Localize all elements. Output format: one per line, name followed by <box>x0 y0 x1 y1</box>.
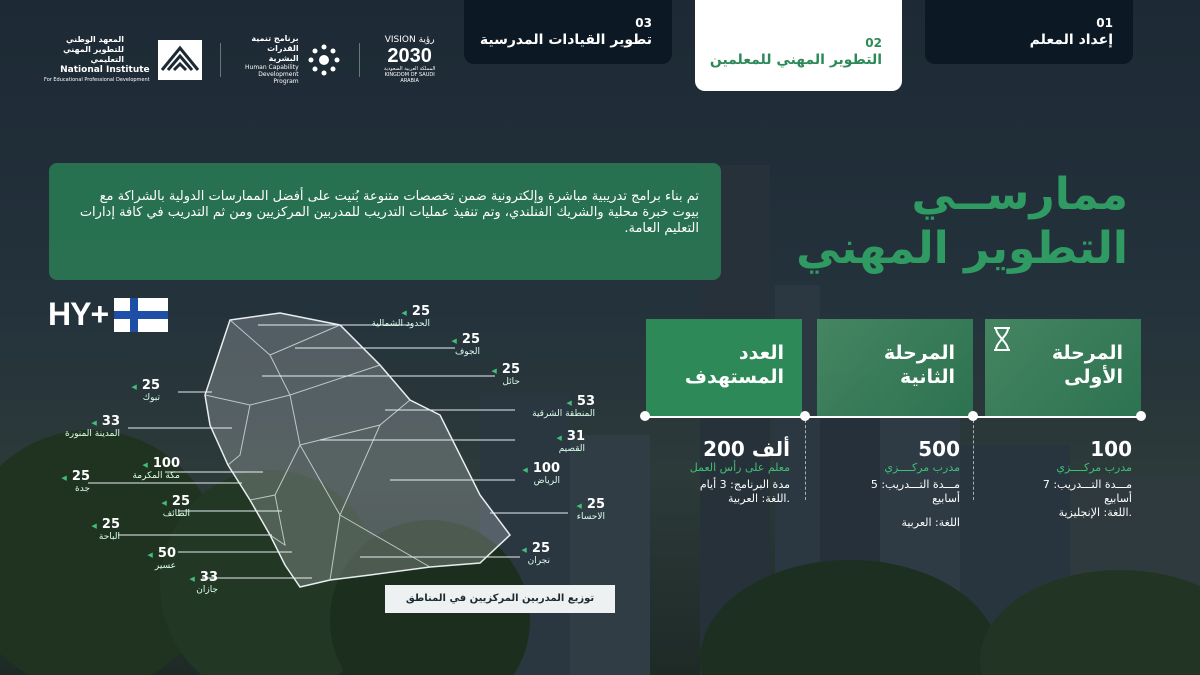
tab-number: 03 <box>635 16 652 30</box>
title-line-2: التطوير المهني <box>796 223 1128 274</box>
tab-label: تطوير القيادات المدرسية <box>479 32 652 48</box>
region-jeddah: ◀ 25 جدة <box>61 469 90 494</box>
arrow-icon: ◀ <box>576 502 582 510</box>
timeline-dot <box>1136 411 1146 421</box>
tab-label: إعداد المعلم <box>1029 32 1113 48</box>
region-taif: ◀ 25 الطائف <box>161 494 190 519</box>
hcdp-logo: برنامج تنمية القدرات البشرية Human Capability Development Program <box>239 34 341 85</box>
hourglass-icon <box>992 326 1012 352</box>
arrow-icon: ◀ <box>147 551 153 559</box>
arrow-icon: ◀ <box>451 337 457 345</box>
region-najran: ◀ 25 نجران <box>521 541 550 566</box>
region-tabuk: ◀ 25 تبوك <box>131 378 160 403</box>
stat-detail: مدة البرنامج: 3 أيام اللغة: العربية. <box>699 478 790 505</box>
phase-title: المرحلة الأولى <box>1051 342 1123 388</box>
stat-phase-one <box>1000 437 1132 520</box>
hy-logo-text: HY+ <box>48 296 109 332</box>
tab-number: 02 <box>865 36 882 50</box>
tab-label: التطوير المهني للمعلمين <box>709 52 882 68</box>
region-asir: ◀ 50 عسير <box>147 546 176 571</box>
arrow-icon: ◀ <box>521 546 527 554</box>
stat-subtitle: مدرب مركــــزي <box>1056 461 1132 474</box>
arrow-icon: ◀ <box>522 466 528 474</box>
arrow-icon: ◀ <box>189 575 195 583</box>
phase-title: المرحلة الثانية <box>883 342 955 388</box>
region-jazan: ◀ 33 جازان <box>189 570 218 595</box>
region-riyadh: ◀ 100 الرياض <box>522 461 560 486</box>
timeline-line <box>645 416 1145 418</box>
stat-detail: مـــدة التـــدريب: 7 أسابيع اللغة: الإنجليزية. <box>1042 478 1132 519</box>
intro-paragraph: تم بناء برامج تدريبية مباشرة وإلكترونية ضمن تخصصات متنوعة بُنيت على أفضل الممارسات الدولية بالشراكة مع بيوت خبرة محلية والشريك الفنلندي، وتم تنفيذ عمليات التدريب للمدربين المركزيين ومن ثم التدريب في كافة إدارات التعليم العامة. <box>49 163 721 280</box>
arrow-icon: ◀ <box>401 309 407 317</box>
region-makkah: ◀ 100 مكة المكرمة <box>132 456 180 481</box>
region-albaha: ◀ 25 الباحة <box>91 517 120 542</box>
region-northern-borders: ◀ 25 الحدود الشمالية <box>371 304 430 329</box>
nipd-logo: المعهد الوطني للتطوير المهني التعليمي National Institute For Educational Professional Development <box>44 35 202 85</box>
region-alahsa: ◀ 25 الاحساء <box>576 497 605 522</box>
arrow-icon: ◀ <box>61 474 67 482</box>
stat-value: 500 <box>918 437 960 461</box>
arrow-icon: ◀ <box>566 399 572 407</box>
stat-value: 200 ألف <box>703 437 790 461</box>
timeline-divider <box>805 420 807 500</box>
arrow-icon: ◀ <box>91 419 97 427</box>
stat-value: 100 <box>1090 437 1132 461</box>
vision-2030-logo: VISION رؤية 2030 المملكة العربية السعودية KINGDOM OF SAUDI ARABIA <box>383 35 436 84</box>
tab-number: 01 <box>1096 16 1113 30</box>
phase-title: العدد المستهدف <box>684 342 784 388</box>
stat-detail: مـــدة التـــدريب: 5 أسابيع اللغة: العربية <box>870 478 960 529</box>
arrow-icon: ◀ <box>142 461 148 469</box>
phase-two-card <box>817 319 973 416</box>
region-hail: ◀ 25 حائل <box>491 362 520 387</box>
title-line-1: ممارســي <box>911 169 1128 220</box>
arrow-icon: ◀ <box>131 383 137 391</box>
stat-phase-two <box>830 437 960 530</box>
stat-subtitle: معلم على رأس العمل <box>689 461 790 474</box>
arrow-icon: ◀ <box>91 522 97 530</box>
region-aljouf: ◀ 25 الجوف <box>451 332 480 357</box>
stat-target <box>660 437 790 506</box>
arrow-icon: ◀ <box>161 499 167 507</box>
arrow-icon: ◀ <box>556 434 562 442</box>
map-caption: توزيع المدربين المركزيين في المناطق <box>385 585 615 613</box>
stat-subtitle: مدرب مركــــزي <box>884 461 960 474</box>
timeline-dot <box>640 411 650 421</box>
arrow-icon: ◀ <box>491 367 497 375</box>
phase-target-card <box>646 319 802 416</box>
timeline-divider <box>973 420 975 500</box>
region-qassim: ◀ 31 القصيم <box>556 429 585 454</box>
region-eastern: ◀ 53 المنطقة الشرقية <box>532 394 595 419</box>
region-madinah: ◀ 33 المدينة المنورة <box>65 414 120 439</box>
